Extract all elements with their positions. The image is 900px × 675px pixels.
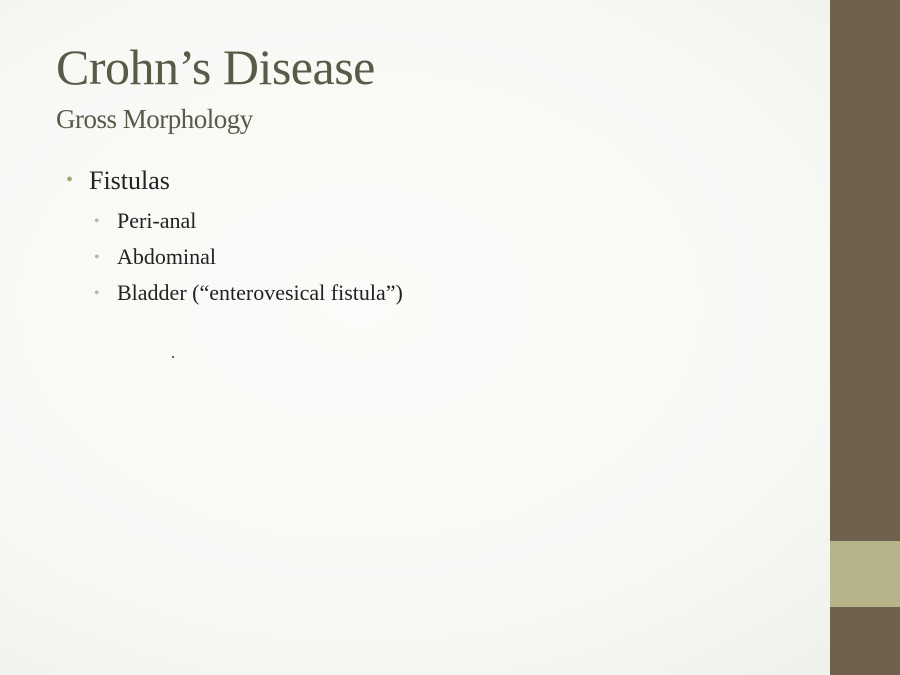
slide-subtitle: Gross Morphology — [56, 104, 253, 134]
decorative-sidebar-accent — [830, 541, 900, 607]
bullet-dot-icon: • — [66, 169, 74, 191]
bullet-fistulas — [66, 166, 170, 196]
sub-bullet-item — [94, 242, 403, 278]
sub-bullet-item — [94, 278, 403, 314]
bullet-text: Fistulas — [89, 166, 170, 195]
sub-bullet-text: Abdominal — [117, 244, 216, 269]
sub-bullet-list — [94, 206, 403, 314]
stray-dot-mark — [172, 356, 174, 358]
slide-title: Crohn’s Disease — [56, 39, 375, 95]
sub-bullet-dot-icon: • — [94, 213, 100, 230]
sub-bullet-dot-icon: • — [94, 285, 100, 302]
sub-bullet-dot-icon: • — [94, 249, 100, 266]
sub-bullet-item — [94, 206, 403, 242]
sub-bullet-text: Bladder (“enterovesical fistula”) — [117, 280, 403, 305]
sub-bullet-text: Peri-anal — [117, 208, 197, 233]
